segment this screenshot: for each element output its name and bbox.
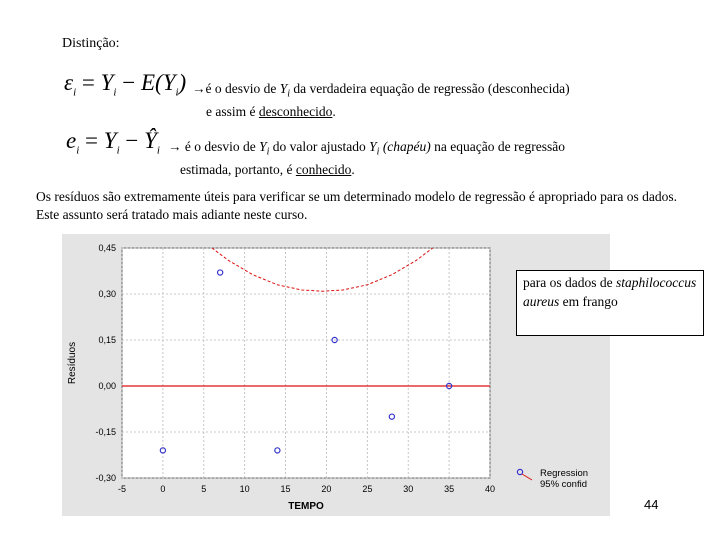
plot-area — [122, 248, 490, 478]
x-tick-label: -5 — [117, 484, 127, 494]
x-tick-label: 5 — [201, 484, 207, 494]
legend-entry: Regression — [540, 468, 589, 479]
heading: Distinção: — [62, 36, 120, 51]
x-tick-label: 20 — [321, 484, 332, 494]
x-tick-label: 0 — [160, 484, 166, 494]
paragraph: Os resíduos são extremamente úteis para verificar se um determinado modelo de regressão é apropriado para os dados. Este assunto será tratado mais adiante neste curso. — [36, 189, 678, 222]
x-tick-label: 35 — [444, 484, 455, 494]
x-tick-label: 25 — [362, 484, 373, 494]
y-tick-label: 0,00 — [98, 381, 116, 391]
x-tick-label: 15 — [280, 484, 291, 494]
x-tick-label: 30 — [403, 484, 414, 494]
y-tick-label: -0,30 — [95, 473, 116, 483]
formula-true-error: $\varepsilon_i = Y_i - E(Y_i)$ — [64, 70, 187, 99]
formula-residual: $e_i = Y_i$ − $Ŷ_i$ — [66, 128, 160, 157]
explanation-residual: → é o desvio de $Y_i$ do valor ajustado $Y_i$ (chapéu) na equação de regressão estimada, portanto, é conhecido. — [168, 139, 565, 177]
page-number: 44 — [644, 497, 659, 512]
explanation-true-error: →é o desvio de $Y_i$ da verdadeira equação de regressão (desconhecida) e assim é desconhecido. — [192, 81, 570, 119]
y-tick-label: 0,15 — [98, 335, 116, 345]
y-tick-label: 0,30 — [98, 289, 116, 299]
y-tick-label: -0,15 — [95, 427, 116, 437]
legend-entry: 95% confid — [540, 479, 588, 490]
x-tick-label: 40 — [484, 484, 496, 494]
x-tick-label: 10 — [239, 484, 250, 494]
y-tick-label: 0,45 — [98, 243, 116, 253]
callout-box: para os dados de staphilococcus aureus em frango — [516, 270, 704, 336]
y-axis-label: Resíduos — [67, 341, 78, 385]
x-axis-label: TEMPO — [288, 501, 324, 512]
